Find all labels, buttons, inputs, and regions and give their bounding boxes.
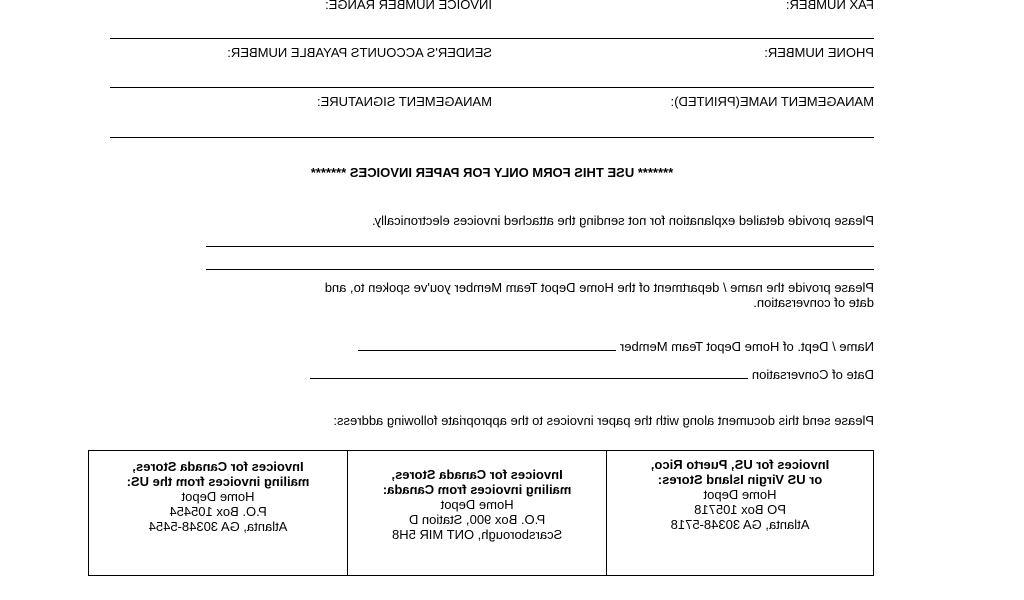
send-instruction: Please send this document along with the paper invoices to the appropriate following address: — [333, 413, 874, 428]
fax-number-label: FAX NUMBER: — [785, 0, 874, 12]
phone-ap-number-line[interactable] — [110, 87, 874, 88]
conversation-date-label: Date of Conversation — [751, 367, 874, 382]
address-heading: Invoices for US, Puerto Rico, — [650, 457, 830, 472]
team-member-field — [358, 338, 874, 354]
team-member-input-line[interactable] — [358, 338, 616, 351]
address-line: Home Depot — [703, 487, 777, 502]
accounts-payable-number-label: SENDER'S ACCOUNTS PAYABLE NUMBER: — [227, 45, 492, 60]
invoice-number-range-label: INVOICE NUMBER RANGE: — [325, 0, 492, 12]
team-member-label: Name / Dept. of Home Depot Team Member — [619, 339, 874, 354]
paper-invoice-notice: ******* USE THIS FORM ONLY FOR PAPER INVOICES ******* — [310, 165, 674, 180]
address-line: PO Box 105718 — [694, 502, 786, 517]
address-line: Atlanta, GA 30348-5454 — [148, 519, 288, 534]
address-heading: mailing invoices from Canada: — [382, 482, 572, 497]
fax-invoice-range-line[interactable] — [110, 38, 874, 39]
phone-number-label: PHONE NUMBER: — [764, 45, 874, 60]
contact-prompt-line-2: date of conversation. — [753, 295, 874, 310]
explanation-prompt: Please provide detailed explanation for not sending the attached invoices electronically. — [371, 213, 874, 228]
address-line: Atlanta, GA 30348-5718 — [670, 517, 810, 532]
management-line[interactable] — [110, 137, 874, 138]
address-heading: or US Virgin Island Stores: — [657, 472, 823, 487]
address-line: P.O. Box 105454 — [169, 504, 267, 519]
address-heading: Invoices for Canada Stores, — [391, 467, 563, 482]
conversation-date-field — [310, 366, 874, 382]
address-heading: mailing invoices from the US: — [126, 474, 310, 489]
address-canada-from-canada — [348, 451, 607, 576]
address-heading: Invoices for Canada Stores, — [132, 459, 304, 474]
address-line: P.O. Box 900, Station D — [408, 512, 546, 527]
conversation-date-input-line[interactable] — [310, 366, 748, 379]
management-name-label: MANAGEMENT NAME(PRINTED): — [670, 94, 874, 109]
management-signature-label: MANAGEMENT SIGNATURE: — [316, 94, 492, 109]
mailing-address-table — [88, 450, 874, 576]
address-line: Scarsborough, ONT MIR 5H8 — [391, 527, 563, 542]
contact-prompt-line-1: Please provide the name / department of the Home Depot Team Member you've spoken to, and — [324, 280, 874, 295]
address-us-stores — [607, 451, 874, 576]
explanation-line-1[interactable] — [206, 246, 874, 247]
address-canada-from-us — [89, 451, 348, 576]
address-line: Home Depot — [440, 497, 514, 512]
explanation-line-2[interactable] — [206, 269, 874, 270]
address-line: Home Depot — [181, 489, 255, 504]
